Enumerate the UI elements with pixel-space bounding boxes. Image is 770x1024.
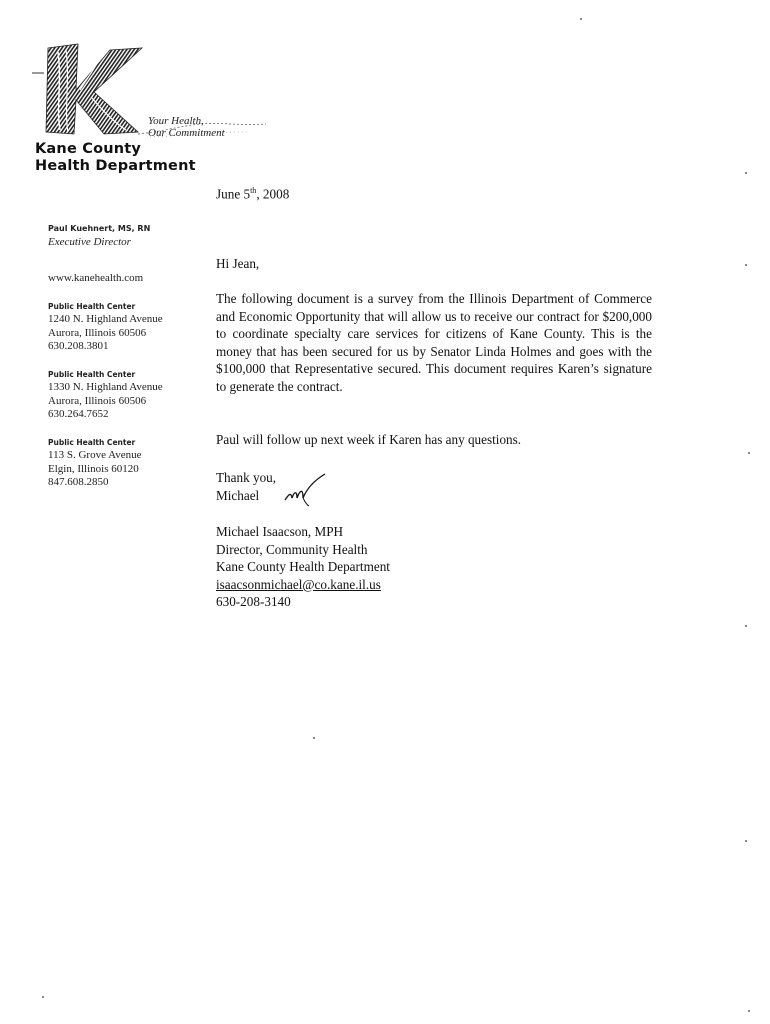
logo-tagline — [148, 115, 225, 139]
scan-speck — [745, 264, 747, 266]
tagline-line-2: Our Commitment — [148, 127, 225, 139]
director-title: Executive Director — [48, 235, 131, 248]
signer-phone: 630-208-3140 — [216, 594, 291, 609]
handwritten-signature — [281, 472, 331, 508]
signature-block — [216, 523, 652, 611]
date-suffix: th — [250, 186, 257, 195]
director-name: Paul Kuehnert, MS, RN — [48, 224, 151, 233]
tagline-line-1: Your Health, — [148, 115, 204, 127]
center-city: Aurora, Illinois 60506 — [48, 326, 147, 339]
scan-speck — [42, 996, 44, 998]
body-paragraph-2: Paul will follow up next week if Karen has any questions. — [216, 432, 522, 447]
organization-name — [35, 141, 196, 175]
center-city: Aurora, Illinois 60506 — [48, 394, 147, 407]
center-label: Public Health Center — [48, 437, 136, 447]
scan-speck — [313, 737, 315, 739]
signer-name: Michael Isaacson, MPH — [216, 524, 344, 539]
letterhead-sidebar — [48, 222, 198, 490]
body-paragraph-1: The following document is a survey from the Illinois Department of Commerce and Economic Opportunity that will allow us to receive our contract for $200,000 to coordinate specialty care services for citizens of Kane County. This is the money that has been secured for us by Senator Linda Holmes and goes with the $100,000 that Representative secured. This document requires Karen’s signature to generate the contract. — [216, 291, 652, 394]
center-street: 1240 N. Highland Avenue — [48, 313, 163, 325]
signer-title: Director, Community Health — [216, 541, 368, 557]
scan-speck — [580, 18, 582, 20]
center-phone: 630.264.7652 — [48, 408, 109, 420]
greeting: Hi Jean, — [216, 256, 260, 271]
center-city: Elgin, Illinois 60120 — [48, 462, 139, 475]
scan-speck — [745, 172, 747, 174]
date-year: , 2008 — [256, 186, 290, 202]
scan-speck — [748, 452, 750, 454]
center-phone: 847.608.2850 — [48, 476, 109, 488]
center-street: 1330 N. Highland Avenue — [48, 381, 163, 393]
center-phone: 630.208.3801 — [48, 340, 109, 352]
center-street: 113 S. Grove Avenue — [48, 449, 142, 461]
date-day: June 5 — [216, 186, 251, 202]
scan-speck — [748, 1010, 750, 1012]
signer-organization: Kane County Health Department — [216, 559, 390, 574]
kane-county-logo — [30, 40, 270, 145]
closing-name: Michael — [216, 487, 260, 503]
scan-speck — [745, 625, 747, 627]
org-line-2: Health Department — [35, 158, 196, 174]
letter-date — [216, 182, 652, 203]
closing-phrase: Thank you, — [216, 470, 277, 485]
signer-email-link[interactable]: isaacsonmichael@co.kane.il.us — [216, 576, 381, 592]
website-link[interactable]: www.kanehealth.com — [48, 272, 144, 284]
center-label: Public Health Center — [48, 369, 136, 379]
org-line-1: Kane County — [35, 141, 142, 157]
center-label: Public Health Center — [48, 301, 136, 311]
scan-speck — [745, 840, 747, 842]
